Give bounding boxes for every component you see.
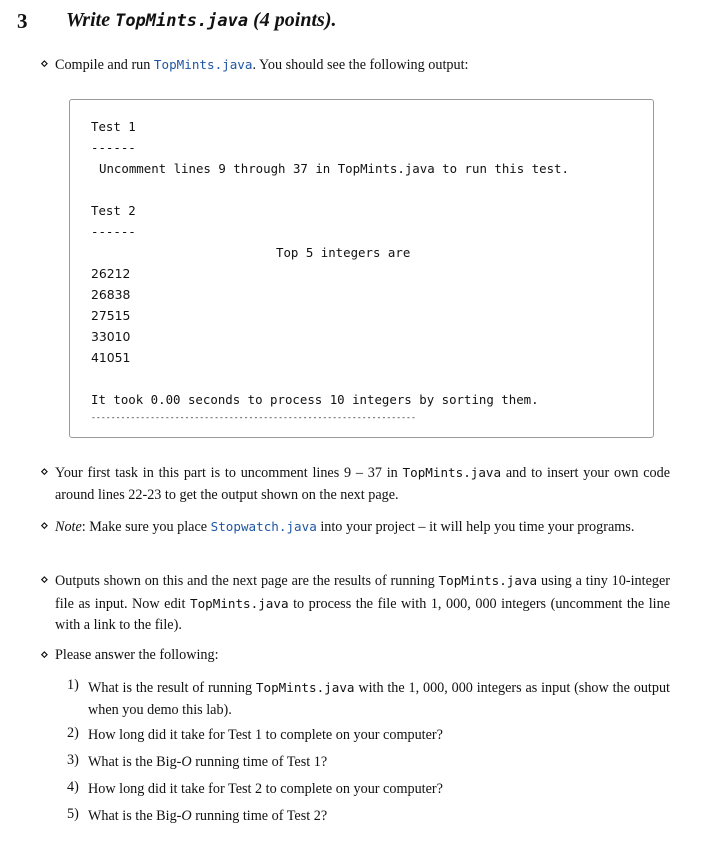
result-number: 26838 <box>91 287 131 302</box>
q1-after: with the 1, 000, 000 integers as input (show the output when you demo this lab). <box>88 680 670 718</box>
task-before: Your first task in this part is to uncomment lines 9 – 37 in <box>55 465 403 481</box>
outputs-p1: Outputs shown on this and the next page are the results of running <box>55 573 439 589</box>
timing-line: It took 0.00 seconds to process 10 integers by sorting them. <box>91 392 539 407</box>
question-text <box>88 752 670 774</box>
bullet-diamond-icon: ⋄ <box>40 648 49 663</box>
note-code-link: Stopwatch.java <box>210 519 317 534</box>
task-paragraph <box>55 462 670 506</box>
question-number: 4) <box>67 779 79 795</box>
outputs-code2: TopMints.java <box>189 595 289 611</box>
question-text <box>88 677 670 721</box>
q3-before: What is the Big- <box>88 754 182 770</box>
q1-code: TopMints.java <box>255 680 355 695</box>
outputs-p3: to process the file with 1, 000, 000 integers (uncomment the line with a link to the file). <box>55 595 671 633</box>
q5-after: running time of Test 2? <box>191 808 328 824</box>
q1-before: What is the result of running <box>88 680 256 696</box>
test1-dashes: ------ <box>91 140 136 155</box>
q5-italic: O <box>181 808 192 824</box>
test1-message: Uncomment lines 9 through 37 in TopMints.java to run this test. <box>99 161 569 176</box>
note-paragraph <box>55 516 670 539</box>
bullet-diamond-icon: ⋄ <box>40 57 49 72</box>
result-number: 33010 <box>91 329 131 344</box>
bullet-diamond-icon: ⋄ <box>40 465 49 480</box>
q3-italic: O <box>181 754 192 770</box>
output-box <box>69 99 654 438</box>
question-number: 5) <box>67 806 79 822</box>
q3-after: running time of Test 1? <box>191 754 328 770</box>
task-code: TopMints.java <box>402 465 502 480</box>
section-number: 3 <box>17 9 28 33</box>
note-label: Note <box>55 519 82 535</box>
answer-paragraph: Please answer the following: <box>55 647 219 663</box>
bullet-diamond-icon: ⋄ <box>40 573 49 588</box>
intro-paragraph <box>55 54 670 77</box>
title-suffix: (4 points). <box>248 9 337 31</box>
note-after: into your project – it will help you time your programs. <box>316 519 635 535</box>
outputs-code1: TopMints.java <box>438 573 538 588</box>
test2-label: Test 2 <box>91 203 136 218</box>
note-before: : Make sure you place <box>81 519 211 535</box>
long-dashes: ------------------------------------------------------------------ <box>91 412 416 422</box>
intro-code-link: TopMints.java <box>153 57 253 72</box>
section-title <box>66 9 336 32</box>
question-text: How long did it take for Test 2 to complete on your computer? <box>88 781 443 797</box>
intro-before: Compile and run <box>55 57 154 73</box>
outputs-p2: using a tiny 10-integer file as input. Now edit <box>55 573 670 612</box>
test2-dashes: ------ <box>91 224 136 239</box>
top-header: Top 5 integers are <box>276 245 411 260</box>
q5-before: What is the Big- <box>88 808 182 824</box>
test1-label: Test 1 <box>91 119 136 134</box>
task-after: and to insert your own code around lines 22-23 to get the output shown on the next page. <box>55 465 670 503</box>
question-number: 1) <box>67 677 79 693</box>
result-number: 27515 <box>91 308 131 323</box>
title-code: TopMints.java <box>115 11 249 31</box>
question-number: 2) <box>67 725 79 741</box>
result-number: 26212 <box>91 266 131 281</box>
result-number: 41051 <box>91 350 131 365</box>
intro-after: . You should see the following output: <box>252 57 469 73</box>
bullet-diamond-icon: ⋄ <box>40 519 49 534</box>
question-number: 3) <box>67 752 79 768</box>
question-text <box>88 806 670 828</box>
outputs-paragraph <box>55 570 670 637</box>
question-text: How long did it take for Test 1 to complete on your computer? <box>88 727 443 743</box>
title-prefix: Write <box>66 9 116 31</box>
